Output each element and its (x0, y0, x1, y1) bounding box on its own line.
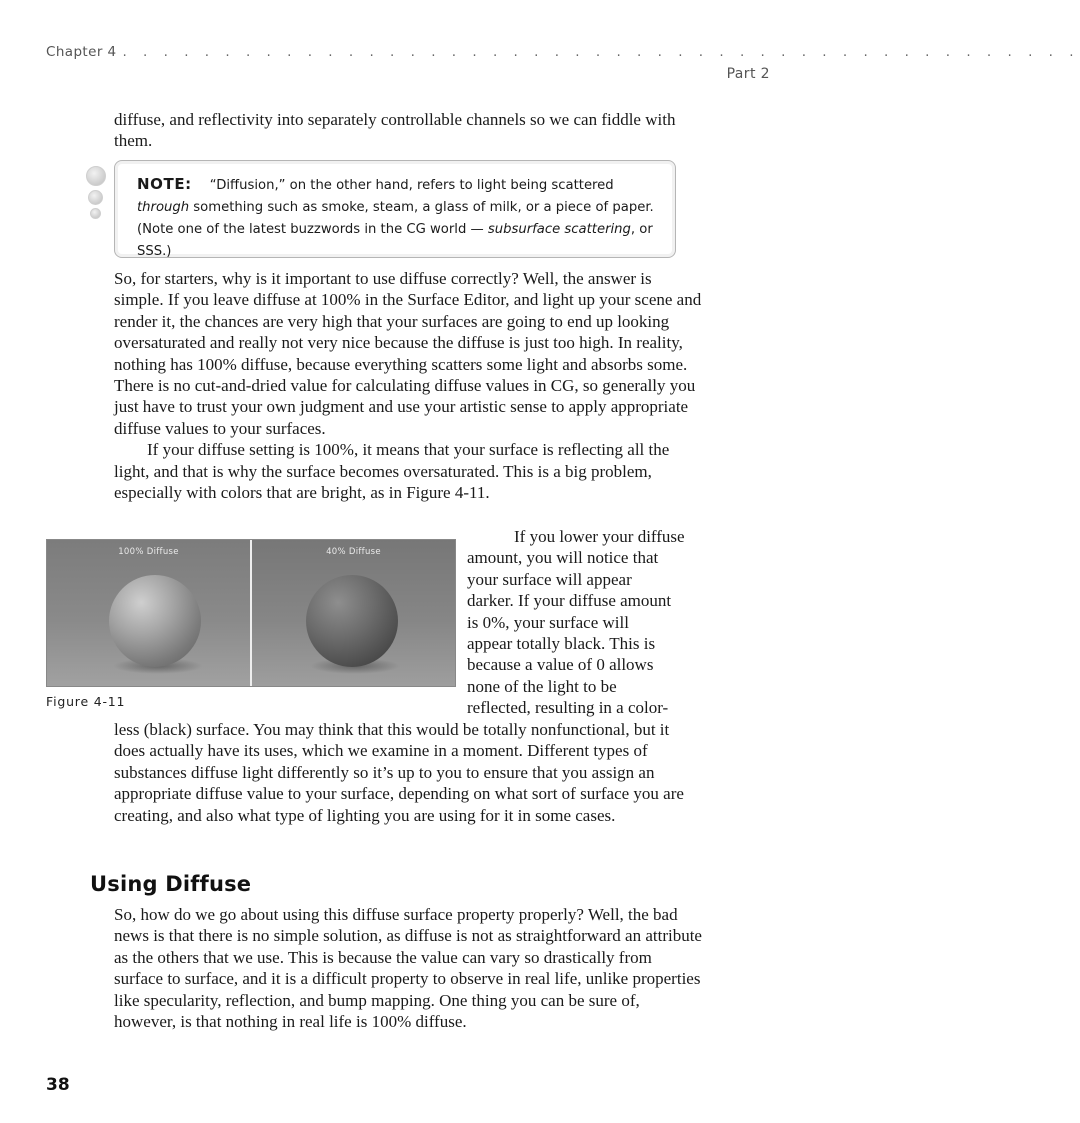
intro-paragraph (114, 109, 704, 152)
note-box (114, 160, 676, 258)
note-emphasis: through (137, 200, 190, 215)
text-line: amount, you will notice that (467, 548, 659, 568)
text-line: because a value of 0 allows (467, 655, 654, 675)
panel-label: 40% Diffuse (326, 547, 381, 557)
note-label: NOTE: (137, 175, 192, 193)
intro-text: diffuse, and reflectivity into separately controllable channels so we can fiddle with them. (114, 110, 676, 151)
paragraph: less (black) surface. You may think that this would be totally nonfunctional, but it does actually have its uses, which we examine in a moment. Different types of substances diffuse light differently so it’s up to you to ensure that you assign an appropriate diffuse value to your surface, depending on what sort of surface you are creating, and also what type of lighting you are using for it in some cases. (114, 720, 684, 825)
part-label: Part 2 (726, 66, 770, 82)
running-header (46, 44, 1080, 60)
figure-panel-left (47, 540, 250, 686)
note-emphasis: subsurface scattering (487, 222, 631, 237)
text-line: darker. If your diffuse amount (467, 591, 672, 611)
paragraph: If your diffuse setting is 100%, it means that your surface is reflecting all the light, and that is why the surface becomes oversaturated. This is a big problem, especially with colors that are bright, as in Figure 4-11. (114, 440, 670, 503)
sphere-render (109, 575, 201, 667)
section-paragraph (114, 904, 704, 1032)
text-line: is 0%, your surface will (467, 612, 629, 632)
note-text-part: something such as smoke, steam, a glass of milk, or a piece of paper. (Note one of the latest buzzwords in the CG world — (137, 200, 654, 237)
text-line: reflected, resulting in a color- (467, 698, 669, 718)
header-leader-dots: . . . . . . . . . . . . . . . . . . . . . . . . . . . . . . . . . . . . . . . . . . . . . . . (122, 44, 1080, 60)
text-line: appear totally black. This is (467, 634, 656, 654)
continued-paragraph (114, 719, 704, 826)
figure-4-11 (46, 539, 456, 687)
note-content (137, 173, 657, 263)
section-heading: Using Diffuse (90, 872, 252, 896)
panel-label: 100% Diffuse (118, 547, 179, 557)
paragraph: So, for starters, why is it important to use diffuse correctly? Well, the answer is simple. If you leave diffuse at 100% in the Surface Editor, and light up your scene and render it, the chances are very high that your surfaces are going to end up looking oversaturated and really not very nice because the diffuse is just too high. In reality, nothing has 100% diffuse, because everything scatters some light and absorbs some. There is no cut-and-dried value for calculating diffuse values in CG, so generally you just have to trust your own judgment and use your artistic sense to apply appropriate diffuse values to your surfaces. (114, 269, 702, 438)
body-paragraphs (114, 268, 704, 503)
text-line: your surface will appear (467, 569, 632, 589)
figure-wrap-text (467, 526, 707, 719)
figure-panel-right (252, 540, 455, 686)
note-text-part: “Diffusion,” on the other hand, refers to light being scattered (209, 178, 614, 193)
paragraph: So, how do we go about using this diffuse surface property properly? Well, the bad news is that there is no simple solution, as diffuse is not as straightforward an attribute as the others that we use. This is because the value can vary so drastically from surface to surface, and it is a difficult property to observe in real life, unlike properties like specularity, reflection, and bump mapping. One thing you can be sure of, however, is that nothing in real life is 100% diffuse. (114, 905, 702, 1032)
text-line: none of the light to be (467, 676, 617, 696)
text-line: If you lower your diffuse (514, 527, 685, 546)
figure-caption: Figure 4-11 (46, 694, 126, 709)
sphere-render (306, 575, 398, 667)
page-number: 38 (46, 1075, 70, 1095)
chapter-label: Chapter 4 (46, 44, 117, 60)
note-text-part: , or SSS.) (137, 222, 653, 259)
